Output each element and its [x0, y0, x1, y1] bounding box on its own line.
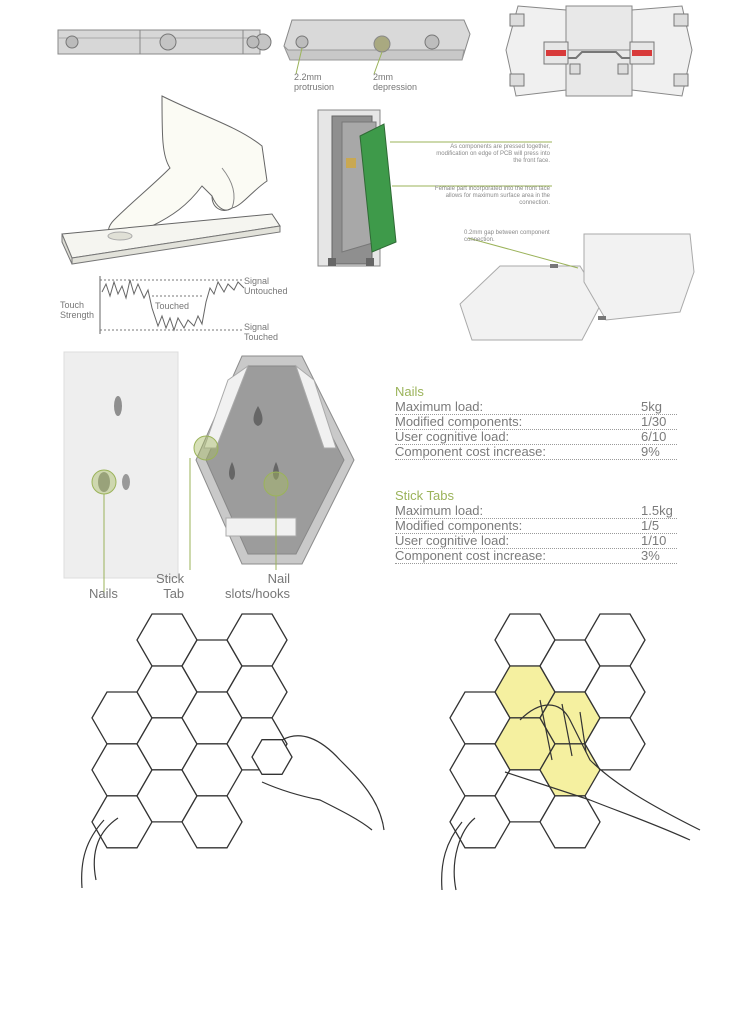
- protrusion-label: 2.2mm protrusion: [294, 72, 335, 92]
- spec-key: Maximum load:: [395, 399, 484, 414]
- spec-key: Component cost increase:: [395, 444, 547, 459]
- spec-key: Maximum load:: [395, 503, 484, 518]
- nails-spec-title: Nails: [395, 384, 424, 399]
- spec-value: 6/10: [641, 429, 667, 444]
- spec-key: Modified components:: [395, 518, 523, 533]
- spec-key: User cognitive load:: [395, 533, 510, 548]
- spec-value: 1.5kg: [641, 503, 673, 518]
- spec-key: User cognitive load:: [395, 429, 510, 444]
- stick-tab-caption: Stick Tab: [156, 571, 185, 601]
- spec-key: Component cost increase:: [395, 548, 547, 563]
- spec-value: 1/5: [641, 518, 660, 533]
- nails-caption: Nails: [89, 586, 118, 601]
- spec-value: 1/30: [641, 414, 667, 429]
- spec-value: 9%: [641, 444, 660, 459]
- stick-tabs-spec-title: Stick Tabs: [395, 488, 455, 503]
- signal-untouched-label: Signal Untouched: [244, 276, 288, 296]
- spec-value: 5kg: [641, 399, 662, 414]
- touched-label: Touched: [155, 301, 190, 311]
- signal-touched-label: Signal Touched: [244, 322, 279, 342]
- nail-slots-caption: Nail slots/hooks: [224, 571, 290, 601]
- depression-label: 2mm depression: [373, 72, 418, 92]
- spec-value: 1/10: [641, 533, 667, 548]
- spec-key: Modified components:: [395, 414, 523, 429]
- pcb-note-bottom: Female part incorporated into the front face allows for maximum surface area in the connection.: [434, 186, 550, 206]
- pcb-note-top: As components are pressed together, modification on edge of PCB will press into the front face.: [436, 144, 550, 164]
- gap-note: 0.2mm gap between component connection.: [464, 230, 550, 243]
- spec-value: 3%: [641, 548, 660, 563]
- touch-strength-label: Touch Strength: [60, 300, 95, 320]
